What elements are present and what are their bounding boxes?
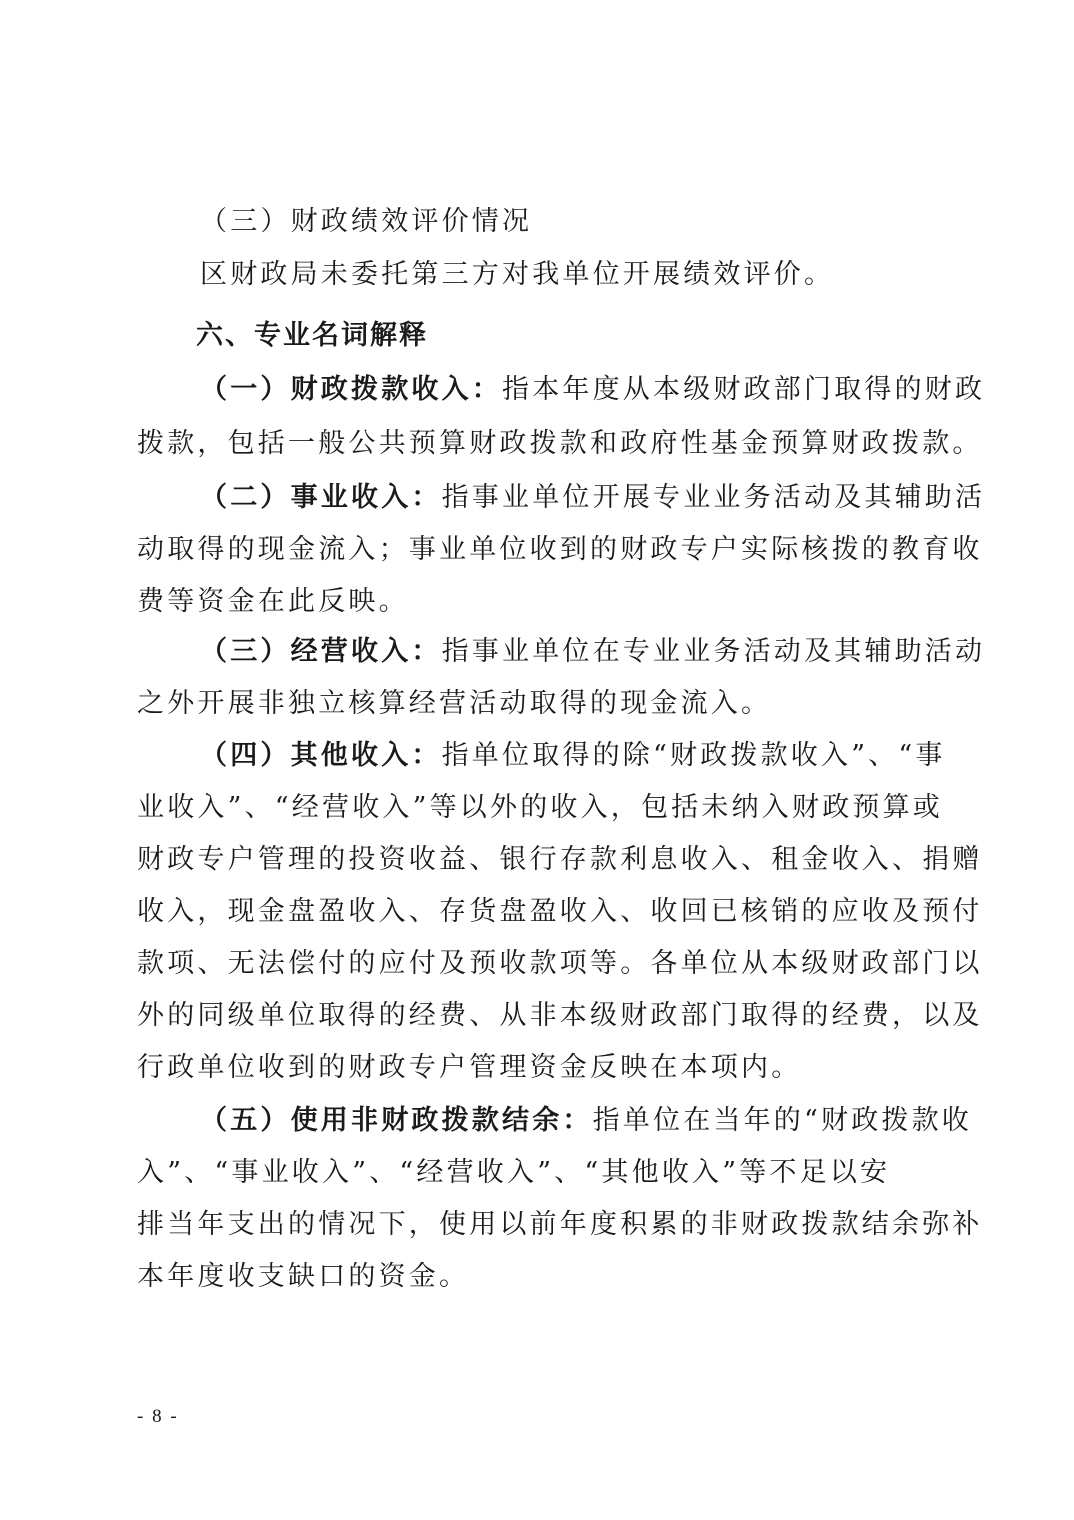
definition-line: 外的同级单位取得的经费、从非本级财政部门取得的经费，以及 xyxy=(137,1000,983,1031)
term-label: （五）使用非财政拨款结余： xyxy=(200,1105,593,1136)
definition-line: 排当年支出的情况下，使用以前年度积累的非财政拨款结余弥补 xyxy=(137,1209,983,1240)
term-label: （三）经营收入： xyxy=(200,636,442,667)
definition-text: 指本年度从本级财政部门取得的财政 xyxy=(502,374,986,405)
definition-line: 行政单位收到的财政专户管理资金反映在本项内。 xyxy=(137,1052,802,1083)
term-label: （二）事业收入： xyxy=(200,482,442,513)
section-heading: 六、专业名词解释 xyxy=(196,320,428,351)
definition-line: 拨款，包括一般公共预算财政拨款和政府性基金预算财政拨款。 xyxy=(137,428,983,459)
definition-line: 之外开展非独立核算经营活动取得的现金流入。 xyxy=(137,688,772,719)
definition-line: 本年度收支缺口的资金。 xyxy=(137,1261,470,1292)
definition-text: 指单位取得的除“财政拨款收入”、“事 xyxy=(441,740,946,771)
definition-first-line xyxy=(200,370,985,410)
definition-line: 财政专户管理的投资收益、银行存款利息收入、租金收入、捐赠 xyxy=(137,844,983,875)
definition-line: 业收入”、“经营收入”等以外的收入，包括未纳入财政预算或 xyxy=(137,792,944,823)
term-label: （一）财政拨款收入： xyxy=(200,374,502,405)
definition-first-line xyxy=(200,1101,972,1141)
definition-text: 指事业单位在专业业务活动及其辅助活动 xyxy=(441,636,986,667)
definition-first-line xyxy=(200,478,985,518)
section-title: （三）财政绩效评价情况 xyxy=(200,206,533,237)
definition-line: 入”、“事业收入”、“经营收入”、“其他收入”等不足以安 xyxy=(137,1157,891,1188)
definition-line: 收入，现金盘盈收入、存货盘盈收入、收回已核销的应收及预付 xyxy=(137,896,983,927)
page-number: - 8 - xyxy=(137,1406,179,1427)
definition-first-line xyxy=(200,736,946,776)
term-label: （四）其他收入： xyxy=(200,740,442,771)
definition-line: 款项、无法偿付的应付及预收款项等。各单位从本级财政部门以 xyxy=(137,948,983,979)
definition-text: 指事业单位开展专业业务活动及其辅助活 xyxy=(441,482,986,513)
definition-first-line xyxy=(200,632,985,672)
paragraph: 区财政局未委托第三方对我单位开展绩效评价。 xyxy=(200,259,835,290)
definition-text: 指单位在当年的“财政拨款收 xyxy=(592,1105,973,1136)
definition-line: 费等资金在此反映。 xyxy=(137,586,409,617)
definition-line: 动取得的现金流入；事业单位收到的财政专户实际核拨的教育收 xyxy=(137,534,983,565)
